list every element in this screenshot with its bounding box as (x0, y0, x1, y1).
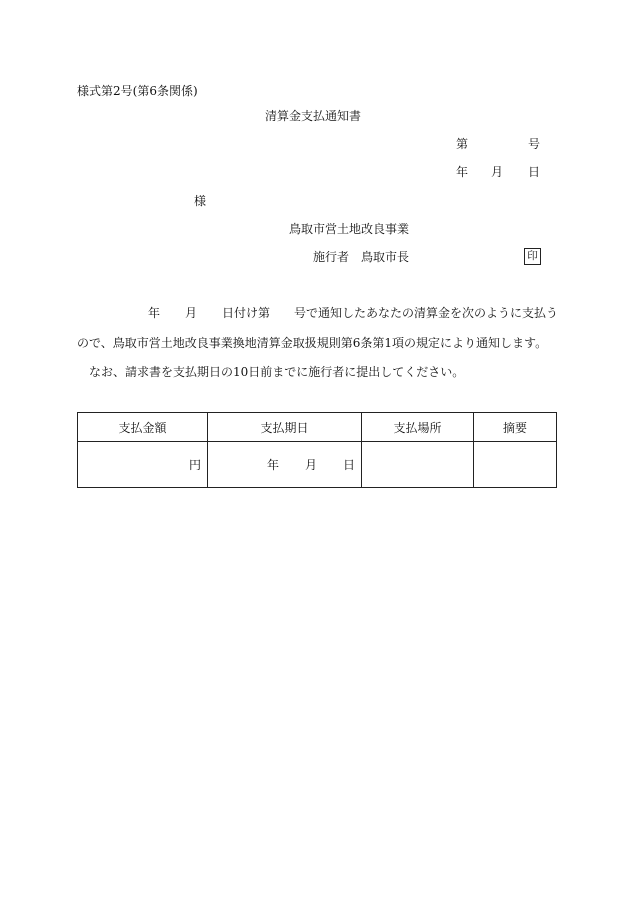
amount-cell (78, 442, 208, 488)
sender-organization: 鳥取市営土地改良事業 (289, 222, 410, 236)
payment-date-month: 月 (304, 458, 317, 472)
reference-number-go: 号 (528, 137, 541, 151)
amount-unit: 円 (188, 458, 201, 472)
header-remarks: 摘要 (474, 413, 557, 442)
seal-mark: 印 (524, 248, 541, 265)
body-line-2: ので、鳥取市営土地改良事業換地清算金取扱規則第6条第1項の規定により通知します。 (77, 336, 548, 350)
payment-table (77, 412, 557, 488)
payment-date-day: 日 (342, 458, 355, 472)
payment-date-year: 年 (266, 458, 279, 472)
form-number: 様式第2号(第6条関係) (77, 84, 198, 98)
body-line-1 (148, 307, 558, 319)
body-month: 月 (185, 306, 198, 320)
table-row (78, 442, 557, 488)
body-year: 年 (148, 306, 161, 320)
remarks-cell (474, 442, 557, 488)
issue-date-year: 年 (456, 165, 469, 179)
issue-date-month: 月 (491, 165, 504, 179)
body-dated-no: 日付け第 (222, 306, 271, 320)
payment-date-cell (208, 442, 362, 488)
table-header-row (78, 413, 557, 442)
document-title: 清算金支払通知書 (265, 109, 362, 123)
body-line-3: なお、請求書を支払期日の10日前までに施行者に提出してください。 (89, 365, 465, 379)
body-line-1-rest: 号で通知したあなたの清算金を次のように支払う (294, 306, 559, 320)
recipient-honorific: 様 (194, 194, 207, 208)
payment-place-cell (362, 442, 474, 488)
executor-name: 鳥取市長 (361, 250, 410, 264)
header-payment-place: 支払場所 (362, 413, 474, 442)
header-payment-date: 支払期日 (208, 413, 362, 442)
reference-number-dai: 第 (456, 137, 469, 151)
header-amount: 支払金額 (78, 413, 208, 442)
issue-date-day: 日 (528, 165, 541, 179)
executor-label: 施行者 (313, 250, 350, 264)
